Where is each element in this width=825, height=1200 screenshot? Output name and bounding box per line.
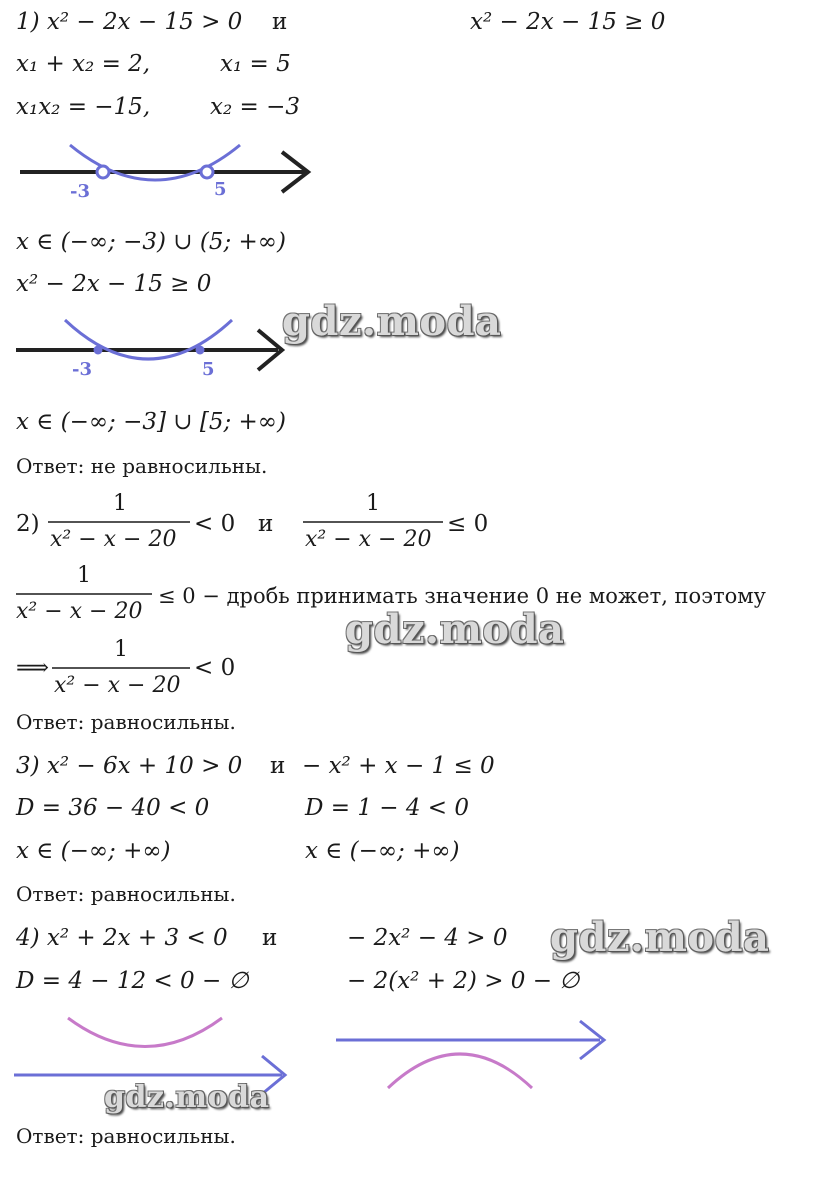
p1-ineq2: x² − 2x − 15 ≥ 0 <box>16 271 212 297</box>
p2-lt0-final: < 0 <box>194 655 236 681</box>
p4-line1-left: 4) x² + 2x + 3 < 0 <box>16 925 228 951</box>
open-point-5 <box>201 166 213 178</box>
p1-line1-left: 1) x² − 2x − 15 > 0 <box>16 9 243 35</box>
parabola-1 <box>70 145 240 180</box>
p2-explain: ≤ 0 − дробь принимать значение 0 не может, поэтому <box>158 584 766 608</box>
axis2-label-left: -3 <box>72 359 92 380</box>
open-point-minus3 <box>97 166 109 178</box>
closed-point-minus3 <box>94 346 103 355</box>
p1-answer: Ответ: не равносильны. <box>16 454 268 478</box>
p2-implies: ⟹ <box>16 655 49 681</box>
p2-lt0: < 0 <box>194 511 236 537</box>
axis1-label-left: -3 <box>70 181 90 202</box>
axis2-label-right: 5 <box>202 359 215 380</box>
p2-frac3-den: x² − x − 20 <box>16 599 143 624</box>
parabola-down-below-axis <box>388 1054 532 1088</box>
p4-d-left: D = 4 − 12 < 0 − ∅ <box>16 968 249 994</box>
p3-d-left: D = 36 − 40 < 0 <box>16 795 210 821</box>
watermark-3: gdz.moda <box>550 914 770 961</box>
p4-line1-right: − 2x² − 4 > 0 <box>347 925 508 951</box>
p3-answer: Ответ: равносильны. <box>16 882 236 906</box>
p1-root2: x₂ = −3 <box>210 94 300 120</box>
p1-vieta-prod: x₁x₂ = −15, <box>16 94 151 120</box>
p4-d-right: − 2(x² + 2) > 0 − ∅ <box>347 968 580 994</box>
p3-d-right: D = 1 − 4 < 0 <box>305 795 470 821</box>
parabola-up-above-axis <box>68 1018 222 1047</box>
p3-and: и <box>270 753 286 779</box>
p3-x-left: x ∈ (−∞; +∞) <box>16 838 171 864</box>
p2-frac1-num: 1 <box>113 491 127 516</box>
p1-interval2: x ∈ (−∞; −3] ∪ [5; +∞) <box>16 409 286 435</box>
p2-prefix: 2) <box>16 511 40 537</box>
closed-point-5 <box>196 346 205 355</box>
p1-and: и <box>272 9 288 35</box>
parabola-2 <box>65 320 232 359</box>
p3-x-right: x ∈ (−∞; +∞) <box>305 838 460 864</box>
p1-root1: x₁ = 5 <box>220 51 291 77</box>
p3-line1-left: 3) x² − 6x + 10 > 0 <box>16 753 243 779</box>
p1-vieta-sum: x₁ + x₂ = 2, <box>16 51 151 77</box>
p2-le0: ≤ 0 <box>447 511 489 537</box>
p1-line1-right: x² − 2x − 15 ≥ 0 <box>470 9 666 35</box>
axis1-label-right: 5 <box>214 179 227 200</box>
watermark-4: gdz.moda <box>104 1080 270 1115</box>
p2-answer: Ответ: равносильны. <box>16 710 236 734</box>
p4-and: и <box>262 925 278 951</box>
p2-frac4-den: x² − x − 20 <box>54 673 181 698</box>
p1-interval1: x ∈ (−∞; −3) ∪ (5; +∞) <box>16 229 286 255</box>
p2-frac2-num: 1 <box>366 491 380 516</box>
p2-and: и <box>258 511 274 537</box>
watermark-2: gdz.moda <box>345 606 565 653</box>
p3-line1-right: − x² + x − 1 ≤ 0 <box>302 753 495 779</box>
p2-frac4-num: 1 <box>114 637 128 662</box>
p2-frac2-den: x² − x − 20 <box>305 527 432 552</box>
watermark-1: gdz.moda <box>282 298 502 345</box>
p2-frac1-den: x² − x − 20 <box>50 527 177 552</box>
p4-answer: Ответ: равносильны. <box>16 1124 236 1148</box>
p2-frac3-num: 1 <box>77 563 91 588</box>
